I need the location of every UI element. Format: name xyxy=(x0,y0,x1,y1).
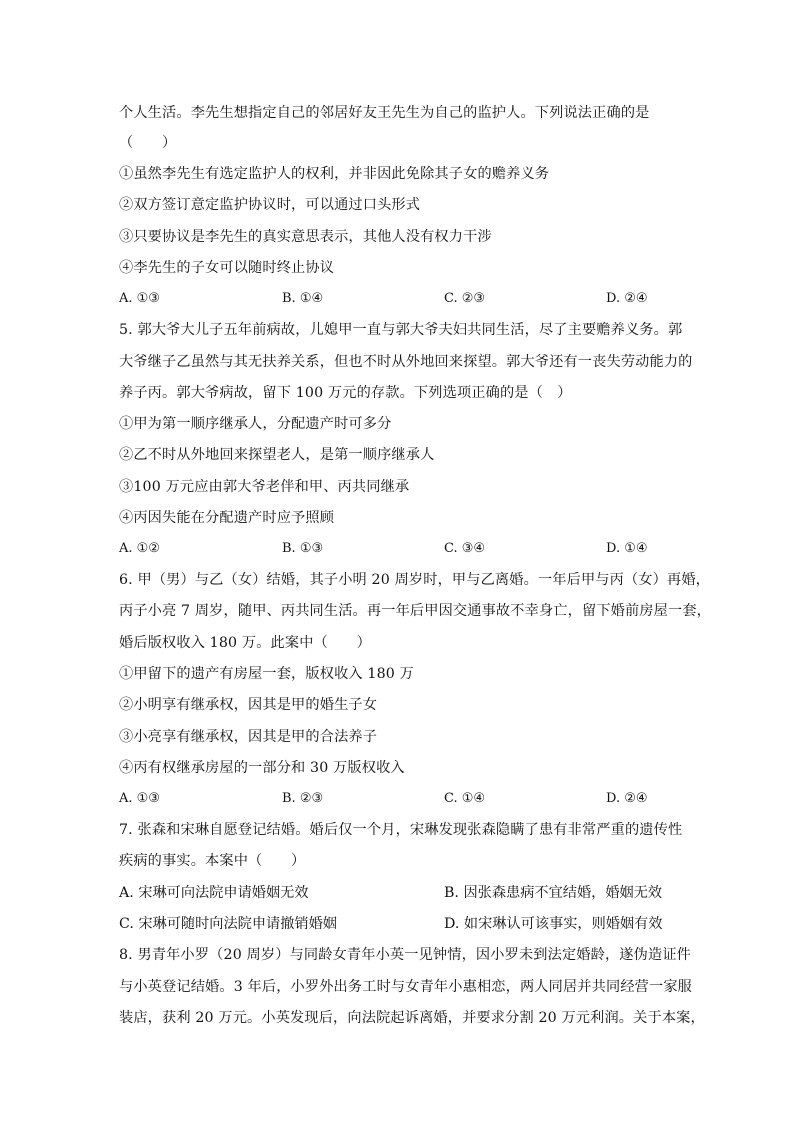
q6-stem-line-2: 丙子小亮 7 周岁，随甲、丙共同生活。再一年后甲因交通事故不幸身亡，留下婚前房屋一套， xyxy=(119,603,711,619)
q4-statement-4: ④李先生的子女可以随时终止协议 xyxy=(119,260,335,276)
q6-stem-line-3: 婚后版权收入 180 万。此案中（ ） xyxy=(119,635,371,651)
q6-statement-2: ②小明享有继承权，因其是甲的婚生子女 xyxy=(119,697,378,713)
q5-statement-2: ②乙不时从外地回来探望老人，是第一顺序继承人 xyxy=(119,447,435,463)
q6-stem-line-1: 6. 甲（男）与乙（女）结婚，其子小明 20 周岁时，甲与乙离婚。一年后甲与丙（女）再婚， xyxy=(119,572,710,588)
q5-statement-1: ①甲为第一顺序继承人，分配遗产时可多分 xyxy=(119,416,392,432)
q6-option-d: D. ②④ xyxy=(606,791,648,806)
q7-option-a: A. 宋琳可向法院申请婚姻无效 xyxy=(119,885,309,901)
q6-option-a: A. ①③ xyxy=(119,791,160,806)
q6-option-b: B. ②③ xyxy=(282,791,324,806)
q8-stem-line-2: 与小英登记结婚。3 年后，小罗外出务工时与女青年小惠相恋，两人同居并共同经营一家服 xyxy=(119,979,693,995)
q6-option-c: C. ①④ xyxy=(444,791,486,806)
q4-stem-line-1: 个人生活。李先生想指定自己的邻居好友王先生为自己的监护人。下列说法正确的是 xyxy=(119,105,650,121)
q5-stem-line-1: 5. 郭大爷大儿子五年前病故，儿媳甲一直与郭大爷夫妇共同生活，尽了主要赡养义务。郭 xyxy=(119,322,683,338)
q4-option-a: A. ①③ xyxy=(119,291,160,306)
q5-option-d: D. ①④ xyxy=(606,541,648,556)
q4-statement-3: ③只要协议是李先生的真实意思表示，其他人没有权力干涉 xyxy=(119,229,492,245)
q5-stem-line-2: 大爷继子乙虽然与其无扶养关系，但也不时从外地回来探望。郭大爷还有一丧失劳动能力的 xyxy=(119,354,693,370)
q7-option-c: C. 宋琳可随时向法院申请撤销婚姻 xyxy=(119,916,337,932)
q5-option-b: B. ①③ xyxy=(282,541,324,556)
q7-stem-line-1: 7. 张森和宋琳自愿登记结婚。婚后仅一个月，宋琳发现张森隐瞒了患有非常严重的遗传性 xyxy=(119,822,683,838)
q5-option-a: A. ①② xyxy=(119,541,160,556)
q5-stem-line-3: 养子丙。郭大爷病故，留下 100 万元的存款。下列选项正确的是（ ） xyxy=(119,385,572,401)
q4-option-d: D. ②④ xyxy=(606,291,648,306)
q4-option-b: B. ①④ xyxy=(282,291,324,306)
q7-option-b: B. 因张森患病不宜结婚，婚姻无效 xyxy=(444,885,663,901)
q6-statement-1: ①甲留下的遗产有房屋一套，版权收入 180 万 xyxy=(119,666,414,682)
q8-stem-line-3: 装店，获利 20 万元。小英发现后，向法院起诉离婚，并要求分割 20 万元利润。关于本案， xyxy=(119,1010,705,1026)
q5-statement-3: ③100 万元应由郭大爷老伴和甲、丙共同继承 xyxy=(119,479,410,495)
q6-statement-4: ④丙有权继承房屋的一部分和 30 万版权收入 xyxy=(119,760,405,776)
q4-statement-2: ②双方签订意定监护协议时，可以通过口头形式 xyxy=(119,197,421,213)
q5-option-c: C. ③④ xyxy=(444,541,486,556)
q5-statement-4: ④丙因失能在分配遗产时应予照顾 xyxy=(119,510,335,526)
q6-statement-3: ③小亮享有继承权，因其是甲的合法养子 xyxy=(119,729,378,745)
q8-stem-line-1: 8. 男青年小罗（20 周岁）与同龄女青年小英一见钟情，因小罗未到法定婚龄，遂伪造证件 xyxy=(119,947,691,963)
q7-stem-line-2: 疾病的事实。本案中（ ） xyxy=(119,853,306,869)
q4-option-c: C. ②③ xyxy=(444,291,486,306)
q4-stem-line-2: （ ） xyxy=(119,135,177,151)
q4-statement-1: ①虽然李先生有选定监护人的权利，并非因此免除其子女的赡养义务 xyxy=(119,166,550,182)
q7-option-d: D. 如宋琳认可该事实，则婚姻有效 xyxy=(444,916,663,932)
